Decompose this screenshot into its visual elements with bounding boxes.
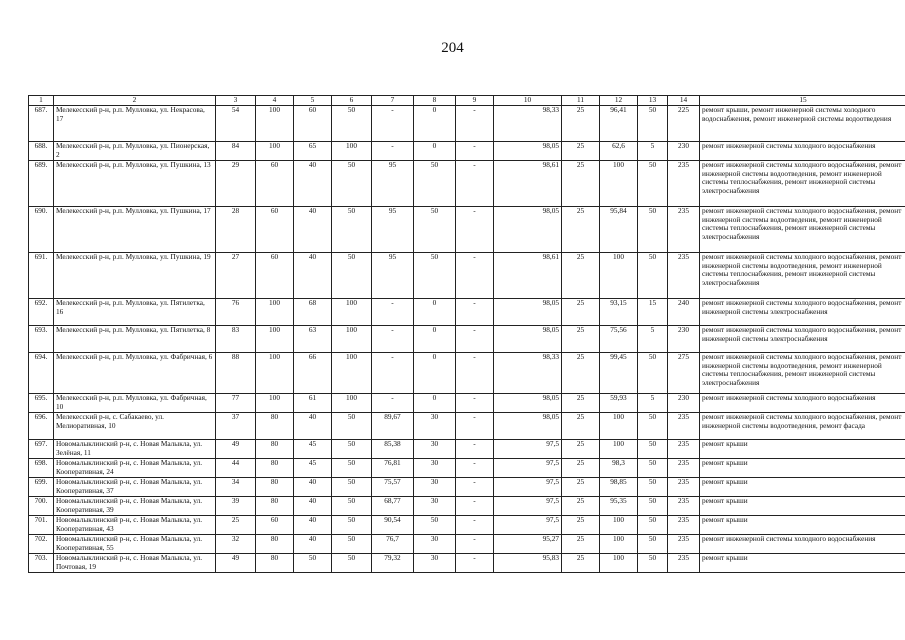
value-cell-c11: 25	[562, 325, 600, 352]
value-cell-c4: 80	[256, 477, 294, 496]
value-cell-c4: 80	[256, 553, 294, 572]
value-cell-c9: -	[456, 298, 494, 325]
value-cell-c5: 68	[294, 298, 332, 325]
row-number: 701.	[29, 515, 54, 534]
value-cell-c11: 25	[562, 496, 600, 515]
value-cell-c10: 98,05	[494, 412, 562, 439]
column-header: 1	[29, 96, 54, 106]
value-cell-c10: 98,61	[494, 252, 562, 298]
address-cell: Мелекесский р-н, р.п. Мулловка, ул. Некрасова, 17	[54, 105, 216, 141]
value-cell-c9: -	[456, 393, 494, 412]
value-cell-c10: 98,05	[494, 206, 562, 252]
value-cell-c8: 0	[414, 352, 456, 393]
address-cell: Новомалыклинский р-н, с. Новая Малыкла, ул. Кооперативная, 39	[54, 496, 216, 515]
value-cell-c5: 40	[294, 412, 332, 439]
value-cell-c13: 50	[638, 160, 668, 206]
value-cell-c3: 27	[216, 252, 256, 298]
value-cell-c13: 50	[638, 412, 668, 439]
value-cell-c9: -	[456, 515, 494, 534]
address-cell: Мелекесский р-н, р.п. Мулловка, ул. Пионерская, 2	[54, 141, 216, 160]
column-header: 8	[414, 96, 456, 106]
value-cell-c12: 99,45	[600, 352, 638, 393]
value-cell-c12: 98,3	[600, 458, 638, 477]
value-cell-c10: 98,05	[494, 141, 562, 160]
table-row	[29, 206, 905, 252]
value-cell-c7: -	[372, 105, 414, 141]
row-number: 698.	[29, 458, 54, 477]
value-cell-c4: 100	[256, 393, 294, 412]
row-number: 694.	[29, 352, 54, 393]
value-cell-c9: -	[456, 206, 494, 252]
value-cell-c7: 76,7	[372, 534, 414, 553]
value-cell-c6: 100	[332, 141, 372, 160]
value-cell-c13: 50	[638, 477, 668, 496]
value-cell-c7: 90,54	[372, 515, 414, 534]
value-cell-c11: 25	[562, 160, 600, 206]
value-cell-c12: 98,85	[600, 477, 638, 496]
works-cell: ремонт инженерной системы холодного водоснабжения	[700, 393, 905, 412]
value-cell-c13: 50	[638, 534, 668, 553]
row-number: 700.	[29, 496, 54, 515]
value-cell-c10: 97,5	[494, 477, 562, 496]
value-cell-c12: 95,35	[600, 496, 638, 515]
value-cell-c8: 50	[414, 515, 456, 534]
table-row	[29, 553, 905, 572]
value-cell-c3: 28	[216, 206, 256, 252]
value-cell-c4: 100	[256, 141, 294, 160]
row-number: 690.	[29, 206, 54, 252]
page-number: 204	[441, 40, 464, 56]
value-cell-c9: -	[456, 325, 494, 352]
value-cell-c12: 100	[600, 553, 638, 572]
value-cell-c3: 29	[216, 160, 256, 206]
works-cell: ремонт крыши, ремонт инженерной системы холодного водоснабжения, ремонт инженерной системы водоотведения	[700, 105, 905, 141]
value-cell-c7: -	[372, 325, 414, 352]
value-cell-c12: 100	[600, 160, 638, 206]
value-cell-c9: -	[456, 439, 494, 458]
table-row	[29, 515, 905, 534]
value-cell-c6: 100	[332, 393, 372, 412]
value-cell-c10: 95,27	[494, 534, 562, 553]
value-cell-c5: 40	[294, 477, 332, 496]
works-cell: ремонт инженерной системы холодного водоснабжения, ремонт инженерной системы водоотведения, ремонт инженерной системы теплоснабжения, ремонт инженерной системы электроснабжения	[700, 206, 905, 252]
value-cell-c13: 50	[638, 252, 668, 298]
address-cell: Новомалыклинский р-н, с. Новая Малыкла, ул. Кооперативная, 55	[54, 534, 216, 553]
row-number: 692.	[29, 298, 54, 325]
value-cell-c13: 50	[638, 515, 668, 534]
works-cell: ремонт крыши	[700, 553, 905, 572]
value-cell-c14: 235	[668, 412, 700, 439]
table-row	[29, 393, 905, 412]
works-cell: ремонт инженерной системы холодного водоснабжения	[700, 534, 905, 553]
value-cell-c3: 88	[216, 352, 256, 393]
table-row	[29, 325, 905, 352]
value-cell-c7: 79,32	[372, 553, 414, 572]
value-cell-c8: 50	[414, 252, 456, 298]
value-cell-c5: 40	[294, 515, 332, 534]
column-header: 4	[256, 96, 294, 106]
value-cell-c12: 93,15	[600, 298, 638, 325]
value-cell-c13: 5	[638, 393, 668, 412]
address-cell: Новомалыклинский р-н, с. Новая Малыкла, ул. Кооперативная, 43	[54, 515, 216, 534]
column-header: 5	[294, 96, 332, 106]
table-row	[29, 496, 905, 515]
value-cell-c7: 68,77	[372, 496, 414, 515]
table-row	[29, 534, 905, 553]
value-cell-c6: 50	[332, 534, 372, 553]
column-header: 15	[700, 96, 905, 106]
value-cell-c9: -	[456, 352, 494, 393]
value-cell-c6: 50	[332, 105, 372, 141]
row-number: 691.	[29, 252, 54, 298]
works-cell: ремонт крыши	[700, 496, 905, 515]
value-cell-c12: 96,41	[600, 105, 638, 141]
address-cell: Мелекесский р-н, р.п. Мулловка, ул. Пушкина, 17	[54, 206, 216, 252]
value-cell-c13: 50	[638, 439, 668, 458]
value-cell-c12: 75,56	[600, 325, 638, 352]
value-cell-c7: -	[372, 141, 414, 160]
value-cell-c4: 100	[256, 352, 294, 393]
row-number: 693.	[29, 325, 54, 352]
value-cell-c11: 25	[562, 393, 600, 412]
value-cell-c8: 30	[414, 412, 456, 439]
value-cell-c11: 25	[562, 477, 600, 496]
table-row	[29, 458, 905, 477]
value-cell-c14: 235	[668, 160, 700, 206]
value-cell-c9: -	[456, 496, 494, 515]
value-cell-c11: 25	[562, 553, 600, 572]
value-cell-c7: -	[372, 352, 414, 393]
value-cell-c8: 30	[414, 534, 456, 553]
value-cell-c4: 80	[256, 496, 294, 515]
value-cell-c14: 235	[668, 206, 700, 252]
value-cell-c8: 50	[414, 206, 456, 252]
value-cell-c9: -	[456, 553, 494, 572]
value-cell-c13: 50	[638, 458, 668, 477]
value-cell-c3: 77	[216, 393, 256, 412]
value-cell-c11: 25	[562, 206, 600, 252]
value-cell-c8: 30	[414, 477, 456, 496]
value-cell-c6: 100	[332, 298, 372, 325]
value-cell-c8: 0	[414, 325, 456, 352]
value-cell-c11: 25	[562, 298, 600, 325]
value-cell-c5: 60	[294, 105, 332, 141]
value-cell-c5: 40	[294, 252, 332, 298]
value-cell-c10: 98,33	[494, 352, 562, 393]
column-header: 12	[600, 96, 638, 106]
value-cell-c10: 98,05	[494, 393, 562, 412]
value-cell-c7: 76,81	[372, 458, 414, 477]
table-row	[29, 477, 905, 496]
address-cell: Мелекесский р-н, р.п. Мулловка, ул. Фабричная, 10	[54, 393, 216, 412]
value-cell-c10: 98,33	[494, 105, 562, 141]
value-cell-c9: -	[456, 477, 494, 496]
value-cell-c5: 40	[294, 496, 332, 515]
value-cell-c14: 240	[668, 298, 700, 325]
address-cell: Новомалыклинский р-н, с. Новая Малыкла, ул. Кооперативная, 24	[54, 458, 216, 477]
value-cell-c5: 40	[294, 206, 332, 252]
value-cell-c5: 40	[294, 534, 332, 553]
value-cell-c14: 235	[668, 515, 700, 534]
value-cell-c8: 30	[414, 496, 456, 515]
value-cell-c14: 225	[668, 105, 700, 141]
works-cell: ремонт инженерной системы холодного водоснабжения, ремонт инженерной системы водоотведения, ремонт инженерной системы теплоснабжения, ремонт инженерной системы электроснабжения	[700, 252, 905, 298]
value-cell-c9: -	[456, 141, 494, 160]
value-cell-c11: 25	[562, 458, 600, 477]
value-cell-c11: 25	[562, 141, 600, 160]
value-cell-c10: 95,83	[494, 553, 562, 572]
value-cell-c8: 0	[414, 393, 456, 412]
column-header: 11	[562, 96, 600, 106]
row-number: 702.	[29, 534, 54, 553]
value-cell-c3: 32	[216, 534, 256, 553]
works-cell: ремонт инженерной системы холодного водоснабжения, ремонт инженерной системы водоотведения, ремонт инженерной системы теплоснабжения, ремонт инженерной системы электроснабжения	[700, 160, 905, 206]
value-cell-c14: 235	[668, 553, 700, 572]
value-cell-c14: 230	[668, 393, 700, 412]
value-cell-c3: 44	[216, 458, 256, 477]
value-cell-c10: 97,5	[494, 515, 562, 534]
table-row	[29, 439, 905, 458]
value-cell-c5: 65	[294, 141, 332, 160]
value-cell-c6: 50	[332, 515, 372, 534]
works-cell: ремонт инженерной системы холодного водоснабжения, ремонт инженерной системы электроснабжения	[700, 325, 905, 352]
value-cell-c7: 85,38	[372, 439, 414, 458]
works-cell: ремонт крыши	[700, 477, 905, 496]
value-cell-c7: 95	[372, 160, 414, 206]
value-cell-c12: 100	[600, 412, 638, 439]
value-cell-c11: 25	[562, 105, 600, 141]
table-row	[29, 141, 905, 160]
value-cell-c3: 49	[216, 439, 256, 458]
value-cell-c9: -	[456, 458, 494, 477]
value-cell-c10: 98,05	[494, 325, 562, 352]
column-header: 7	[372, 96, 414, 106]
value-cell-c13: 15	[638, 298, 668, 325]
value-cell-c6: 50	[332, 160, 372, 206]
value-cell-c11: 25	[562, 252, 600, 298]
value-cell-c3: 84	[216, 141, 256, 160]
value-cell-c7: -	[372, 298, 414, 325]
value-cell-c6: 50	[332, 252, 372, 298]
value-cell-c9: -	[456, 160, 494, 206]
value-cell-c5: 63	[294, 325, 332, 352]
header-row	[29, 96, 905, 106]
value-cell-c14: 235	[668, 534, 700, 553]
value-cell-c3: 39	[216, 496, 256, 515]
value-cell-c6: 50	[332, 553, 372, 572]
value-cell-c5: 50	[294, 553, 332, 572]
value-cell-c8: 0	[414, 105, 456, 141]
column-header: 14	[668, 96, 700, 106]
value-cell-c11: 25	[562, 439, 600, 458]
column-header: 9	[456, 96, 494, 106]
value-cell-c4: 60	[256, 206, 294, 252]
value-cell-c6: 50	[332, 206, 372, 252]
value-cell-c5: 45	[294, 458, 332, 477]
value-cell-c8: 0	[414, 298, 456, 325]
value-cell-c5: 61	[294, 393, 332, 412]
column-header: 2	[54, 96, 216, 106]
register-table	[28, 95, 905, 573]
value-cell-c6: 50	[332, 458, 372, 477]
value-cell-c13: 50	[638, 553, 668, 572]
value-cell-c11: 25	[562, 412, 600, 439]
value-cell-c14: 235	[668, 252, 700, 298]
value-cell-c4: 80	[256, 534, 294, 553]
value-cell-c9: -	[456, 412, 494, 439]
value-cell-c12: 100	[600, 439, 638, 458]
value-cell-c13: 5	[638, 141, 668, 160]
works-cell: ремонт инженерной системы холодного водоснабжения	[700, 141, 905, 160]
value-cell-c11: 25	[562, 534, 600, 553]
value-cell-c13: 5	[638, 325, 668, 352]
value-cell-c8: 30	[414, 439, 456, 458]
value-cell-c11: 25	[562, 352, 600, 393]
value-cell-c14: 275	[668, 352, 700, 393]
value-cell-c3: 54	[216, 105, 256, 141]
value-cell-c7: 75,57	[372, 477, 414, 496]
column-header: 10	[494, 96, 562, 106]
value-cell-c10: 97,5	[494, 458, 562, 477]
value-cell-c7: 95	[372, 206, 414, 252]
column-header: 13	[638, 96, 668, 106]
works-cell: ремонт крыши	[700, 458, 905, 477]
value-cell-c12: 59,93	[600, 393, 638, 412]
row-number: 699.	[29, 477, 54, 496]
value-cell-c14: 235	[668, 439, 700, 458]
address-cell: Мелекесский р-н, р.п. Мулловка, ул. Пятилетка, 16	[54, 298, 216, 325]
value-cell-c6: 50	[332, 412, 372, 439]
value-cell-c12: 95,84	[600, 206, 638, 252]
table-row	[29, 412, 905, 439]
value-cell-c13: 50	[638, 206, 668, 252]
value-cell-c3: 37	[216, 412, 256, 439]
value-cell-c6: 100	[332, 352, 372, 393]
value-cell-c9: -	[456, 534, 494, 553]
row-number: 688.	[29, 141, 54, 160]
value-cell-c10: 97,5	[494, 439, 562, 458]
value-cell-c4: 60	[256, 160, 294, 206]
works-cell: ремонт инженерной системы холодного водоснабжения, ремонт инженерной системы водоотведения, ремонт инженерной системы теплоснабжения, ремонт инженерной системы электроснабжения	[700, 352, 905, 393]
value-cell-c8: 30	[414, 458, 456, 477]
works-cell: ремонт инженерной системы холодного водоснабжения, ремонт инженерной системы электроснабжения	[700, 298, 905, 325]
address-cell: Мелекесский р-н, р.п. Мулловка, ул. Пушкина, 13	[54, 160, 216, 206]
value-cell-c5: 45	[294, 439, 332, 458]
row-number: 695.	[29, 393, 54, 412]
value-cell-c3: 25	[216, 515, 256, 534]
works-cell: ремонт крыши	[700, 515, 905, 534]
value-cell-c6: 50	[332, 439, 372, 458]
value-cell-c13: 50	[638, 352, 668, 393]
column-header: 3	[216, 96, 256, 106]
column-header: 6	[332, 96, 372, 106]
value-cell-c11: 25	[562, 515, 600, 534]
row-number: 703.	[29, 553, 54, 572]
value-cell-c10: 98,61	[494, 160, 562, 206]
value-cell-c6: 50	[332, 477, 372, 496]
value-cell-c4: 100	[256, 325, 294, 352]
value-cell-c14: 230	[668, 141, 700, 160]
value-cell-c4: 80	[256, 458, 294, 477]
value-cell-c3: 83	[216, 325, 256, 352]
value-cell-c8: 50	[414, 160, 456, 206]
value-cell-c12: 100	[600, 252, 638, 298]
value-cell-c14: 235	[668, 496, 700, 515]
value-cell-c4: 100	[256, 298, 294, 325]
value-cell-c5: 40	[294, 160, 332, 206]
value-cell-c10: 98,05	[494, 298, 562, 325]
value-cell-c4: 80	[256, 439, 294, 458]
value-cell-c4: 60	[256, 515, 294, 534]
address-cell: Новомалыклинский р-н, с. Новая Малыкла, ул. Почтовая, 19	[54, 553, 216, 572]
value-cell-c14: 230	[668, 325, 700, 352]
value-cell-c6: 100	[332, 325, 372, 352]
value-cell-c10: 97,5	[494, 496, 562, 515]
address-cell: Мелекесский р-н, р.п. Мулловка, ул. Пятилетка, 8	[54, 325, 216, 352]
value-cell-c12: 100	[600, 515, 638, 534]
value-cell-c14: 235	[668, 477, 700, 496]
address-cell: Мелекесский р-н, р.п. Мулловка, ул. Фабричная, 6	[54, 352, 216, 393]
value-cell-c8: 0	[414, 141, 456, 160]
value-cell-c6: 50	[332, 496, 372, 515]
table-row	[29, 252, 905, 298]
table-row	[29, 160, 905, 206]
table-row	[29, 352, 905, 393]
value-cell-c12: 62,6	[600, 141, 638, 160]
value-cell-c13: 50	[638, 105, 668, 141]
value-cell-c14: 235	[668, 458, 700, 477]
value-cell-c4: 80	[256, 412, 294, 439]
value-cell-c13: 50	[638, 496, 668, 515]
value-cell-c7: -	[372, 393, 414, 412]
row-number: 697.	[29, 439, 54, 458]
address-cell: Новомалыклинский р-н, с. Новая Малыкла, ул. Кооперативная, 37	[54, 477, 216, 496]
address-cell: Новомалыклинский р-н, с. Новая Малыкла, ул. Зелёная, 11	[54, 439, 216, 458]
value-cell-c3: 76	[216, 298, 256, 325]
value-cell-c9: -	[456, 252, 494, 298]
address-cell: Мелекесский р-н, с. Сабакаево, ул. Мелиоративная, 10	[54, 412, 216, 439]
value-cell-c7: 89,67	[372, 412, 414, 439]
value-cell-c3: 49	[216, 553, 256, 572]
value-cell-c7: 95	[372, 252, 414, 298]
row-number: 689.	[29, 160, 54, 206]
row-number: 696.	[29, 412, 54, 439]
value-cell-c5: 66	[294, 352, 332, 393]
value-cell-c8: 30	[414, 553, 456, 572]
value-cell-c4: 60	[256, 252, 294, 298]
value-cell-c12: 100	[600, 534, 638, 553]
address-cell: Мелекесский р-н, р.п. Мулловка, ул. Пушкина, 19	[54, 252, 216, 298]
value-cell-c3: 34	[216, 477, 256, 496]
value-cell-c9: -	[456, 105, 494, 141]
row-number: 687.	[29, 105, 54, 141]
table-row	[29, 105, 905, 141]
works-cell: ремонт крыши	[700, 439, 905, 458]
table-row	[29, 298, 905, 325]
works-cell: ремонт инженерной системы холодного водоснабжения, ремонт инженерной системы водоотведения, ремонт фасада	[700, 412, 905, 439]
value-cell-c4: 100	[256, 105, 294, 141]
